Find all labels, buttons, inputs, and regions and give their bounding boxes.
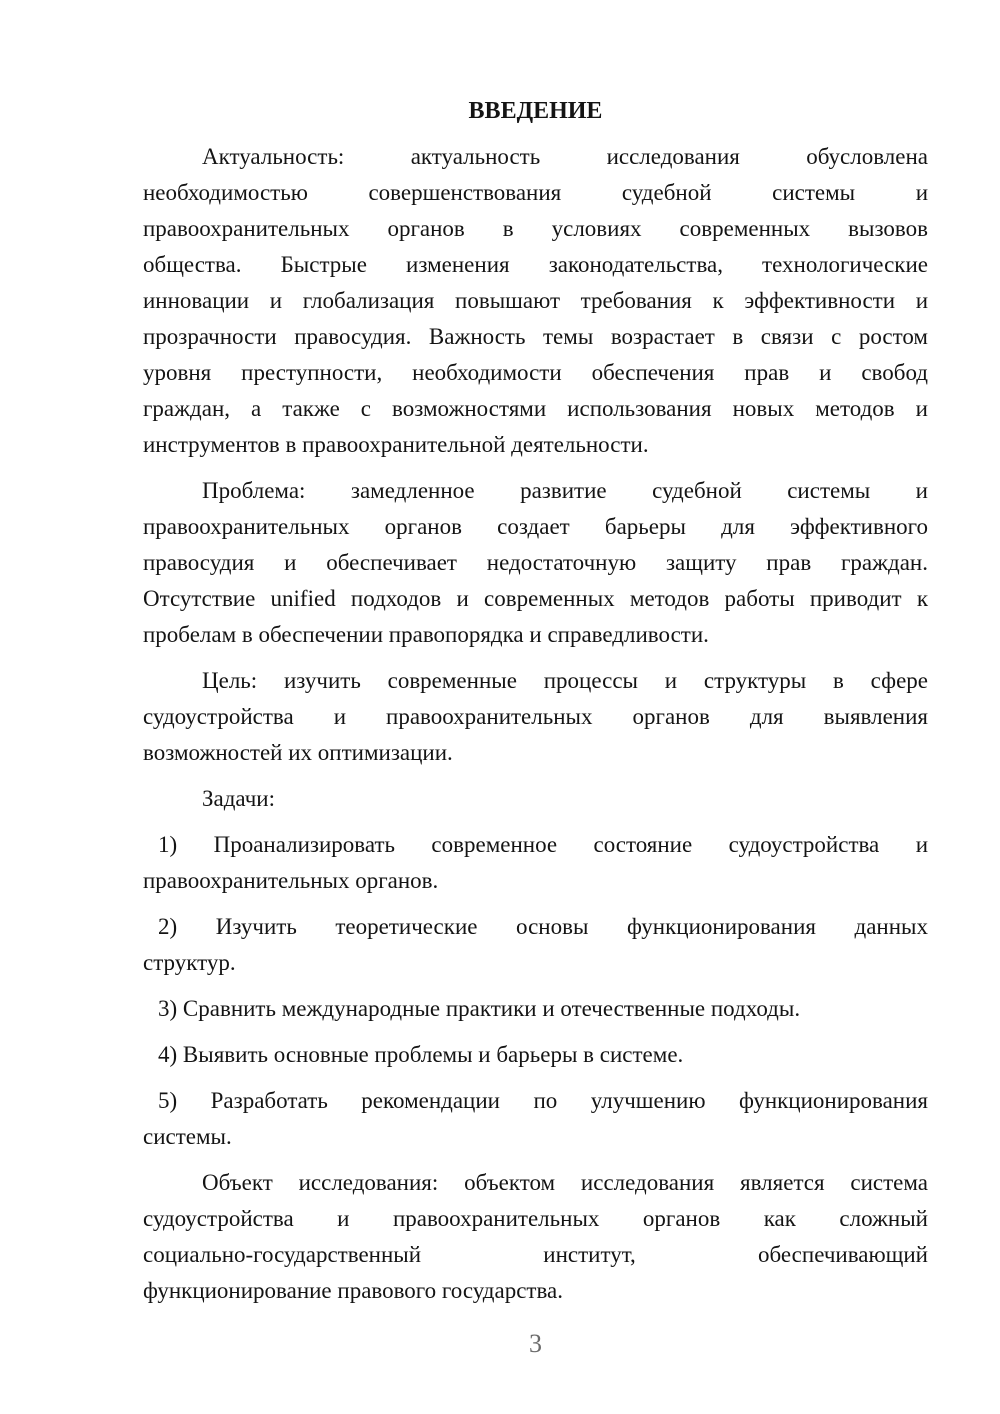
text-line: 5) Разработать рекомендации по улучшению функционирования bbox=[158, 1088, 928, 1113]
task-item-1 bbox=[143, 827, 928, 899]
text-line: правосудия и обеспечивает недостаточную защиту прав граждан. bbox=[143, 550, 928, 575]
text-line: инновации и глобализация повышают требования к эффективности и bbox=[143, 288, 928, 313]
text-line: системы. bbox=[143, 1124, 232, 1149]
text-line: общества. Быстрые изменения законодательства, технологические bbox=[143, 252, 928, 277]
text-line: граждан, а также с возможностями использования новых методов и bbox=[143, 396, 928, 421]
text-line: 2) Изучить теоретические основы функционирования данных bbox=[158, 914, 928, 939]
paragraph-tasks-label bbox=[143, 781, 928, 817]
text-line: Цель: изучить современные процессы и структуры в сфере bbox=[202, 668, 928, 693]
text-line: Актуальность: актуальность исследования обусловлена bbox=[202, 144, 928, 169]
text-line: пробелам в обеспечении правопорядка и справедливости. bbox=[143, 622, 709, 647]
text-line: социально-государственный институт, обеспечивающий bbox=[143, 1242, 928, 1267]
section-title: ВВЕДЕНИЕ bbox=[468, 98, 603, 124]
text-line: судоустройства и правоохранительных органов как сложный bbox=[143, 1206, 928, 1231]
text-line: 4) Выявить основные проблемы и барьеры в системе. bbox=[158, 1042, 684, 1067]
text-line: 1) Проанализировать современное состояние судоустройства и bbox=[158, 832, 928, 857]
text-line: структур. bbox=[143, 950, 236, 975]
task-item-2 bbox=[143, 909, 928, 981]
text-line: правоохранительных органов. bbox=[143, 868, 439, 893]
text-line: возможностей их оптимизации. bbox=[143, 740, 453, 765]
text-block bbox=[143, 93, 928, 1319]
task-item-3 bbox=[143, 991, 928, 1027]
text-line: необходимостью совершенствования судебной системы и bbox=[143, 180, 928, 205]
page-number: 3 bbox=[529, 1329, 542, 1358]
task-item-4 bbox=[143, 1037, 928, 1073]
text-line: Проблема: замедленное развитие судебной системы и bbox=[202, 478, 928, 503]
text-line: уровня преступности, необходимости обеспечения прав и свобод bbox=[143, 360, 928, 385]
text-line: судоустройства и правоохранительных органов для выявления bbox=[143, 704, 928, 729]
task-item-5 bbox=[143, 1083, 928, 1155]
text-line: 3) Сравнить международные практики и отечественные подходы. bbox=[158, 996, 801, 1021]
text-line: функционирование правового государства. bbox=[143, 1278, 563, 1303]
paragraph-relevance bbox=[143, 139, 928, 463]
text-line: инструментов в правоохранительной деятельности. bbox=[143, 432, 649, 457]
paragraph-problem bbox=[143, 473, 928, 653]
text-line: Задачи: bbox=[202, 786, 275, 811]
paragraph-goal bbox=[143, 663, 928, 771]
text-line: Объект исследования: объектом исследования является система bbox=[202, 1170, 928, 1195]
text-line: правоохранительных органов создает барьеры для эффективного bbox=[143, 514, 928, 539]
text-line: правоохранительных органов в условиях современных вызовов bbox=[143, 216, 928, 241]
paragraph-object bbox=[143, 1165, 928, 1309]
text-line: Отсутствие unified подходов и современных методов работы приводит к bbox=[143, 586, 928, 611]
text-line: прозрачности правосудия. Важность темы возрастает в связи с ростом bbox=[143, 324, 928, 349]
